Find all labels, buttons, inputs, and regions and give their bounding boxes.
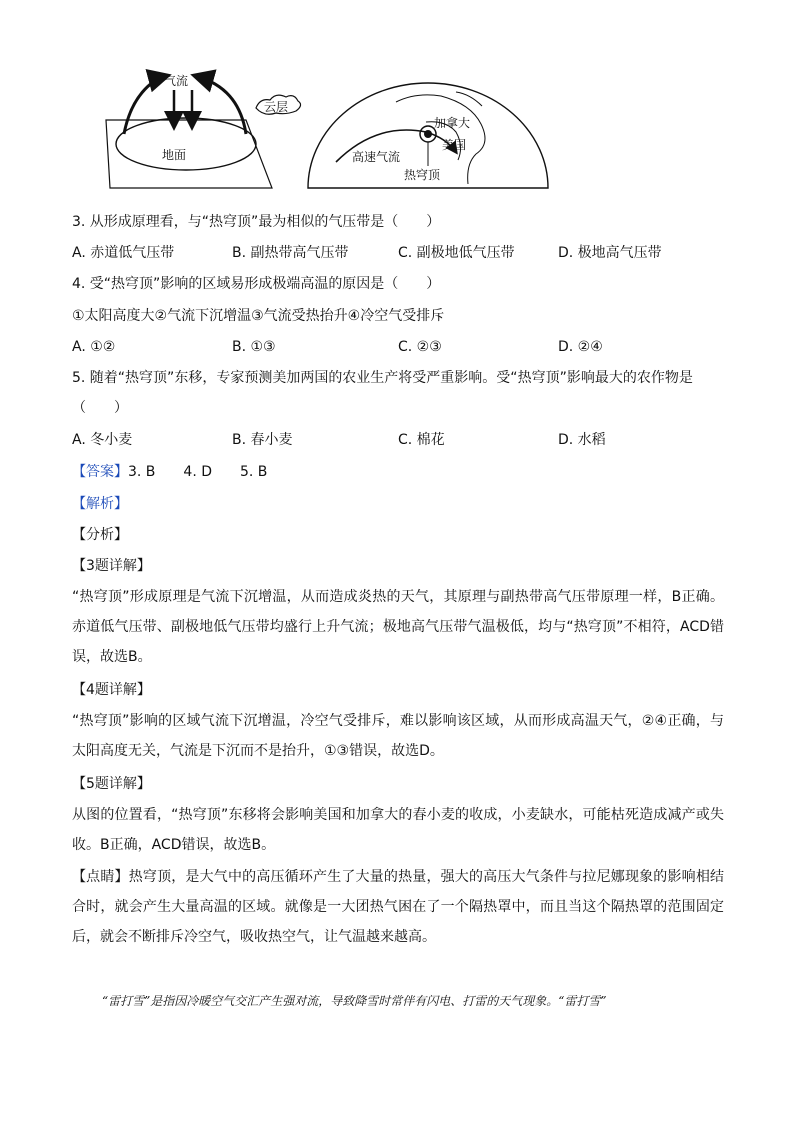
q5-option-d: D. 水稻 bbox=[558, 432, 606, 448]
q3-option-c: C. 副极地低气压带 bbox=[398, 245, 515, 261]
q5-option-c: C. 棉花 bbox=[398, 432, 445, 448]
answer-tag: 【答案】 bbox=[72, 464, 128, 480]
ground-plane bbox=[106, 120, 272, 188]
q4-stem: 4. 受“热穹顶”影响的区域易形成极端高温的原因是（ ） bbox=[72, 276, 441, 292]
answer-text: 3. B 4. D 5. B bbox=[128, 464, 268, 480]
label-usa: 美国 bbox=[442, 138, 467, 152]
label-heat-dome: 热穹顶 bbox=[404, 168, 441, 182]
q4-option-a: A. ①② bbox=[72, 339, 116, 355]
answer-line bbox=[72, 462, 267, 482]
detail5-tag: 【5题详解】 bbox=[72, 776, 151, 792]
q5-stem-line1: 5. 随着“热穹顶”东移，专家预测美加两国的农业生产将受严重影响。受“热穹顶”影响最大的农作物是 bbox=[72, 370, 693, 386]
q4-option-c: C. ②③ bbox=[398, 339, 442, 355]
q5-option-a: A. 冬小麦 bbox=[72, 432, 133, 448]
figure bbox=[96, 62, 556, 192]
detail3-tag: 【3题详解】 bbox=[72, 558, 151, 574]
right-air-arrow bbox=[196, 76, 246, 134]
label-airflow: 气流 bbox=[164, 74, 189, 88]
q4-option-d: D. ②④ bbox=[558, 339, 603, 355]
detail5-text: 从图的位置看，“热穹顶”东移将会影响美国和加拿大的春小麦的收成，小麦缺水，可能枯死造成减产或失收。B正确，ACD错误，故选B。 bbox=[72, 807, 724, 853]
fenxi-tag: 【分析】 bbox=[72, 527, 128, 543]
label-ground: 地面 bbox=[162, 148, 187, 162]
left-air-arrow bbox=[124, 76, 166, 134]
q3-option-b: B. 副热带高气压带 bbox=[232, 245, 349, 261]
q4-statements: ①太阳高度大②气流下沉增温③气流受热抬升④冷空气受排斥 bbox=[72, 308, 445, 324]
dianjing-tag: 【点睛】 bbox=[72, 869, 129, 885]
q5-stem-line2: （ ） bbox=[72, 400, 128, 416]
detail4-text: “热穹顶”影响的区域气流下沉增温，冷空气受排斥，难以影响该区域，从而形成高温天气，②④正确，与太阳高度无关，气流是下沉而不是抬升，①③错误，故选D。 bbox=[72, 713, 724, 759]
q5-option-b: B. 春小麦 bbox=[232, 432, 293, 448]
q3-option-d: D. 极地高气压带 bbox=[558, 245, 662, 261]
q4-option-b: B. ①③ bbox=[232, 339, 276, 355]
q3-option-a: A. 赤道低气压带 bbox=[72, 245, 175, 261]
dianjing-block bbox=[72, 862, 724, 952]
heat-dome-center bbox=[424, 130, 432, 138]
footer-text: “雷打雪”是指因冷暖空气交汇产生强对流，导致降雪时常伴有闪电、打雷的天气现象。“雷打雪” bbox=[102, 994, 607, 1008]
label-cloud: 云层 bbox=[264, 100, 289, 114]
label-canada: 加拿大 bbox=[434, 116, 471, 130]
dianjing-text: 热穹顶，是大气中的高压循环产生了大量的热量，强大的高压大气条件与拉尼娜现象的影响相结合时，就会产生大量高温的区域。就像是一大团热气困在了一个隔热罩中，而且当这个隔热罩的范围固定后，就会不断排斥冷空气，吸收热空气，让气温越来越高。 bbox=[72, 869, 725, 945]
left-panel bbox=[106, 76, 301, 188]
detail4-tag: 【4题详解】 bbox=[72, 682, 151, 698]
detail3-text: “热穹顶”形成原理是气流下沉增温，从而造成炎热的天气，其原理与副热带高气压带原理一样，B正确。赤道低气压带、副极地低气压带均盛行上升气流；极地高气压带气温极低，均与“热穹顶”不相符，ACD错误，故选B。 bbox=[72, 589, 724, 665]
q3-stem: 3. 从形成原理看，与“热穹顶”最为相似的气压带是（ ） bbox=[72, 214, 441, 230]
analysis-tag: 【解析】 bbox=[72, 496, 128, 512]
label-jet-stream: 高速气流 bbox=[352, 150, 401, 164]
